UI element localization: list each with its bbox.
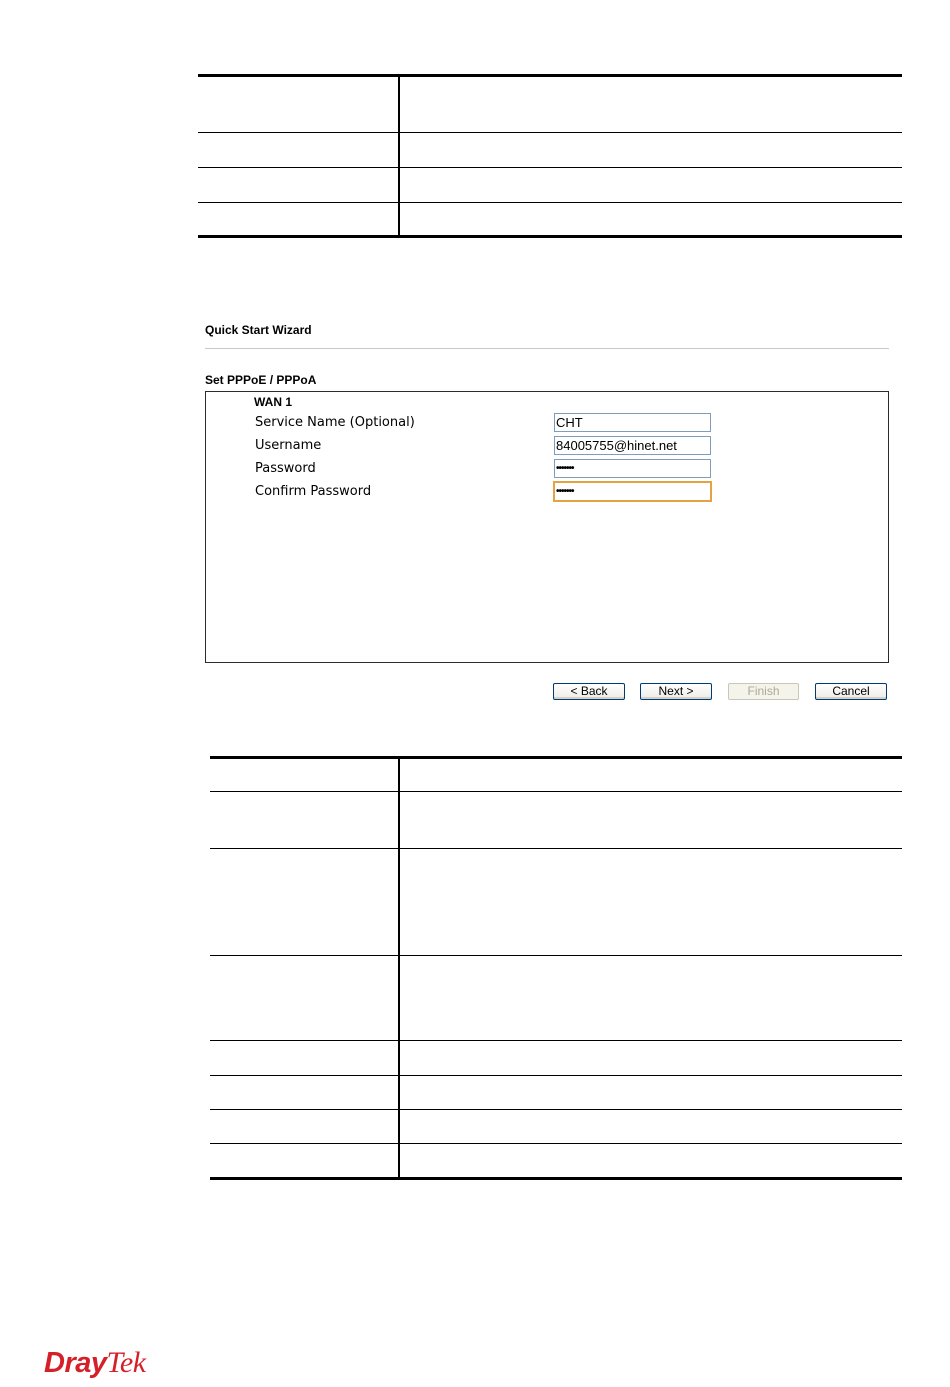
section-title: Set PPPoE / PPPoA [205,373,317,387]
table-row-divider [210,955,902,956]
table-row-divider [210,791,902,792]
finish-button[interactable]: Finish [728,683,799,700]
confirm-password-label: Confirm Password [255,484,372,499]
back-button[interactable]: < Back [553,683,625,700]
table-row-divider [210,1143,902,1144]
pppoe-form-panel [205,391,889,663]
table-column-divider [398,758,400,1179]
table-row-divider [210,1109,902,1110]
wizard-title: Quick Start Wizard [205,323,312,337]
table-row-divider [210,1075,902,1076]
next-button[interactable]: Next > [640,683,712,700]
service-name-input[interactable]: CHT [554,413,711,432]
username-input[interactable]: 84005755@hinet.net [554,436,711,455]
table-top-rule [198,74,902,77]
username-label: Username [255,438,322,453]
confirm-password-input[interactable]: ••••••• [553,481,712,502]
password-label: Password [255,461,316,476]
password-input[interactable]: ••••••• [554,459,711,478]
cancel-button[interactable]: Cancel [815,683,887,700]
table-row-divider [198,167,902,168]
table-row-divider [210,1040,902,1041]
table-bottom-rule [198,235,902,238]
table-bottom-rule [210,1177,902,1180]
wan-label: WAN 1 [254,395,293,409]
draytek-logo: DrayTek [44,1346,146,1379]
title-divider [205,348,889,349]
table-row-divider [198,132,902,133]
service-name-label: Service Name (Optional) [255,415,415,430]
table-row-divider [210,848,902,849]
table-column-divider [398,76,400,237]
table-row-divider [198,202,902,203]
table-top-rule [210,756,902,759]
